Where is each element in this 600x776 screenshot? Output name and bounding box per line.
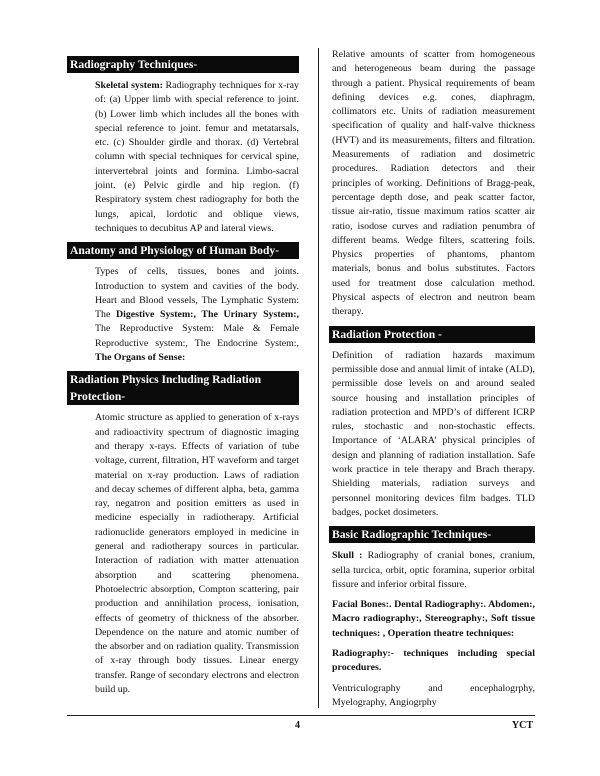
skull-body: Radiography of cranial bones, cranium, sella turcica, orbit, optic foramina, superior orbital fissure and inferior orbital fissure. xyxy=(332,550,535,590)
ventriculography-paragraph: Ventriculography and encephalogrphy, Myelography, Angiogrphy xyxy=(332,682,535,708)
skeletal-system-lead: Skeletal system: xyxy=(95,80,163,91)
column-divider xyxy=(318,48,319,708)
skull-lead: Skull : xyxy=(332,550,363,562)
heading-basic-radiographic-techniques: Basic Radiographic Techniques- xyxy=(329,526,535,543)
skull-paragraph xyxy=(332,549,535,592)
right-column xyxy=(329,49,535,710)
anatomy-bold-1: Digestive System:, The Urinary System:, xyxy=(115,309,299,321)
heading-anatomy-physiology: Anatomy and Physiology of Human Body- xyxy=(67,242,299,259)
page-number: 4 xyxy=(295,720,300,731)
anatomy-text-1: Types of cells, tissues, bones and joints. Introduction to system and cavities of the body. Heart and Blood vessels, The Lymphatic System: The xyxy=(95,266,299,321)
anatomy-paragraph xyxy=(95,265,299,365)
bold-topic-list: Facial Bones:. Dental Radiography:. Abdomen:, Macro radiography:, Stereography:, Soft tissue techniques: , Operation theatre techniques: xyxy=(332,599,535,639)
radiation-physics-paragraph: Atomic structure as applied to generation of x-rays and radioactivity spectrum of diagnostic imaging and therapy x-rays. Effects of variation of tube voltage, current, filtration, HT waveform and target material on x-ray production. Laws of radiation and decay schemes of different alpha, beta, gamma ray, negatron and position emitters as used in medicine especially in radiotherapy. Artificial radionuclide generators employed in medicine in general and radiotherapy sources in particular. Interaction of radiation with matter attenuation absorption and scattering phenomena. Photoelectric absorption, Compton scattering, pair production and annihilation process, ionisation, effects of geometry of thickness of the absorber. Dependence on the nature and atomic number of the absorber and on radiation quality. Transmission of x-ray through body tissues. Linear energy transfer. Range of secondary electrons and electron build up. xyxy=(95,412,299,695)
anatomy-text-2: The Reproductive System: Male & Female Reproductive system:, The Endocrine System:, xyxy=(95,323,299,349)
publisher-brand: YCT xyxy=(511,720,533,731)
skeletal-system-paragraph xyxy=(95,79,299,236)
heading-radiography-techniques: Radiography Techniques- xyxy=(67,56,299,73)
anatomy-bold-2: The Organs of Sense: xyxy=(95,352,186,364)
radiography-special-procedures: Radiography:- techniques including special procedures. xyxy=(332,647,535,674)
heading-radiation-physics: Radiation Physics Including Radiation Protection- xyxy=(67,371,299,405)
skeletal-system-body: Radiography techniques for x-ray of: (a) Upper limb with special reference to joint. (b) Lower limb which includes all the bones with special reference to joint. femur and metatarsals, etc. (c) Shoulder girdle and thorax. (d) Vertebral column with special techniques for cervical spine, intervertebral joints and formina. Limbo-sacral joint. (e) Pelvic girdle and hip region. (f) Respiratory system chest radiography for both the lungs, apical, lordotic and oblique views, techniques to decubitus AP and lateral views. xyxy=(95,80,299,234)
radiation-protection-paragraph: Definition of radiation hazards maximum permissible dose and annual limit of intake (ALD), permissible dose levels on and around sealed source housing and installation principles of radiation protection and MPD’s of different ICRP rules, stochastic and non-stochastic effects. Importance of ‘ALARA’ physical principles of design and planning of radiation installation. Safe work practice in tele therapy and Brach therapy. Shielding materials, radiation surveys and personnel monitoring devices film badges. TLD badges, pocket dosimeters. xyxy=(332,349,535,518)
left-column xyxy=(67,56,299,697)
heading-radiation-protection: Radiation Protection - xyxy=(329,326,535,343)
footer-rule xyxy=(67,715,535,716)
radiation-physics-continued: Relative amounts of scatter from homogeneous and heterogeneous beam during the passage through a patient. Physical requirements of beam defining devices e.g. cones, diaphragm, collimators etc. Units of radiation measurement specification of quality and half-valve thickness (HVT) and its measurements, filters and filtration. Measurements of radiation and dosimetric procedures. Radiation detectors and their principles of working. Definitions of Bragg-peak, percentage depth dose, and peak scatter factor, tissue air-ratio, tissue maximum ratios scatter air ratio, isodose curves and radiation penumbra of different beams. Wedge filters, scattering foils. Physics properties of phantoms, phantom materials, bonus and bolus substitutes. Factors used for treatment dose calculation method. Physical aspects of electron and neutron beam therapy. xyxy=(332,49,535,318)
